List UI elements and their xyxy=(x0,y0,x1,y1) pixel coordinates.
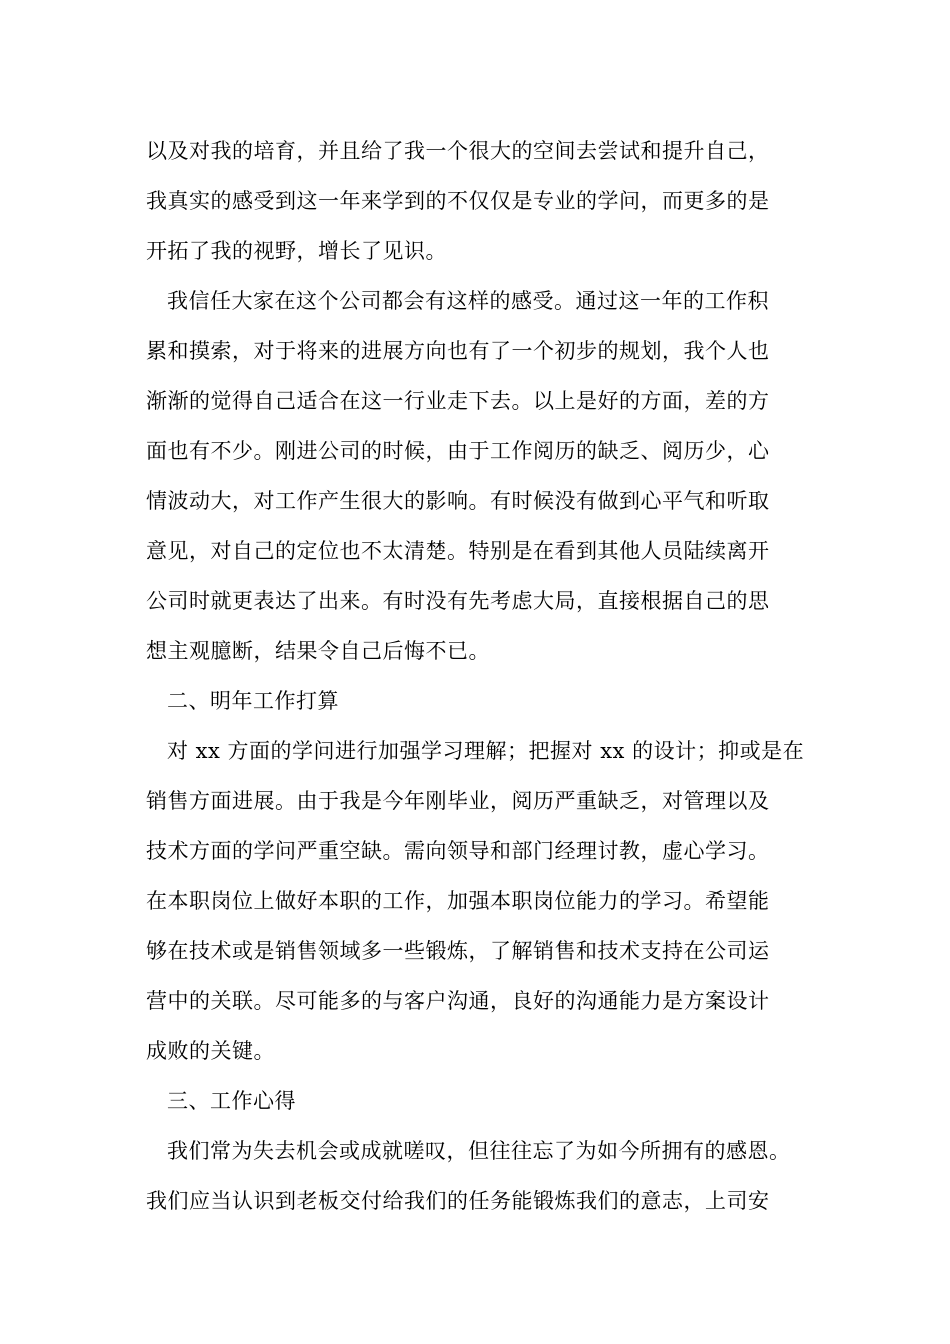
text-line: 我真实的感受到这一年来学到的不仅仅是专业的学问，而更多的是 xyxy=(146,189,770,213)
text-line: 累和摸索，对于将来的进展方向也有了一个初步的规划，我个人也 xyxy=(146,339,770,363)
paragraph-start-line: 我们常为失去机会或成就嗟叹，但往往忘了为如今所拥有的感恩。 xyxy=(167,1139,791,1163)
text-line: 够在技术或是销售领域多一些锻炼，了解销售和技术支持在公司运 xyxy=(146,939,770,963)
text-line: 在本职岗位上做好本职的工作，加强本职岗位能力的学习。希望能 xyxy=(146,889,770,913)
text-line: 想主观臆断，结果令自己后悔不已。 xyxy=(146,639,490,663)
text-line: 我们应当认识到老板交付给我们的任务能锻炼我们的意志，上司安 xyxy=(146,1189,770,1213)
text-line: 成败的关键。 xyxy=(146,1039,275,1063)
text-line: 营中的关联。尽可能多的与客户沟通，良好的沟通能力是方案设计 xyxy=(146,989,770,1013)
paragraph-start-line: 对 xx 方面的学问进行加强学习理解；把握对 xx 的设计；抑或是在 xyxy=(167,739,805,763)
text-line: 渐渐的觉得自己适合在这一行业走下去。以上是好的方面，差的方 xyxy=(146,389,770,413)
text-line: 以及对我的培育，并且给了我一个很大的空间去尝试和提升自己， xyxy=(146,139,770,163)
text-line: 开拓了我的视野，增长了见识。 xyxy=(146,239,447,263)
text-line: 公司时就更表达了出来。有时没有先考虑大局，直接根据自己的思 xyxy=(146,589,770,613)
section-heading: 二、明年工作打算 xyxy=(167,689,339,713)
text-line: 意见，对自己的定位也不太清楚。特别是在看到其他人员陆续离开 xyxy=(146,539,770,563)
section-heading: 三、工作心得 xyxy=(167,1089,296,1113)
text-line: 销售方面进展。由于我是今年刚毕业，阅历严重缺乏，对管理以及 xyxy=(146,789,770,813)
text-line: 情波动大，对工作产生很大的影响。有时候没有做到心平气和听取 xyxy=(146,489,770,513)
text-line: 面也有不少。刚进公司的时候，由于工作阅历的缺乏、阅历少，心 xyxy=(146,439,770,463)
paragraph-start-line: 我信任大家在这个公司都会有这样的感受。通过这一年的工作积 xyxy=(167,289,769,313)
text-line: 技术方面的学问严重空缺。需向领导和部门经理讨教，虚心学习。 xyxy=(146,839,770,863)
